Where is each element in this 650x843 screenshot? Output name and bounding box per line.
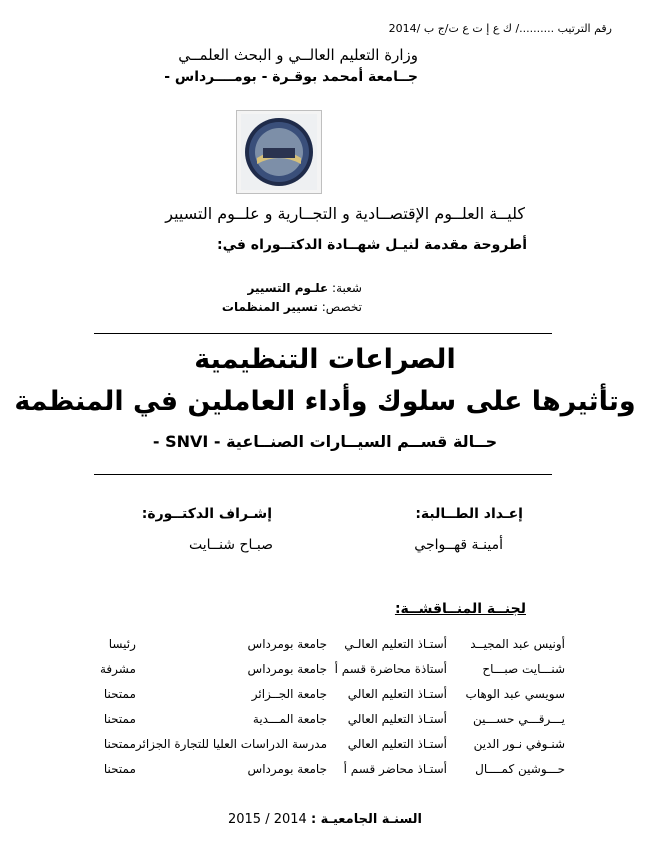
specialty-label: تخصص: (321, 300, 362, 314)
jury-member-institution: جامعة بومرداس (247, 761, 327, 776)
table-row (86, 731, 565, 756)
university-emblem-icon (241, 114, 317, 190)
jury-member-rank: أستـاذ التعليم العالي (347, 686, 447, 701)
jury-table (86, 631, 565, 781)
bottom-divider (94, 474, 552, 475)
table-row (86, 681, 565, 706)
academic-year-value: 2014 / 2015 (227, 812, 307, 827)
top-divider (94, 333, 552, 334)
thesis-intro: أطروحة مقدمة لنيـل شهــادة الدكتــوراه في: (217, 237, 527, 253)
jury-member-name: شنـــايت صبـــاح (482, 661, 565, 676)
supervisor-name: صبـاح شنــايت (188, 537, 273, 553)
branch-value: علـوم التسيير (247, 281, 329, 295)
branch-label: شعبة: (332, 281, 362, 295)
jury-member-role: مشرفة (99, 661, 136, 676)
jury-member-institution: جامعة الجــزائر (251, 686, 327, 701)
table-row (86, 656, 565, 681)
jury-member-name: يـــرقـــي حســـين (472, 711, 565, 726)
jury-member-role: ممتحنا (103, 686, 136, 701)
jury-member-role: رئيسا (108, 636, 136, 651)
jury-member-institution: جامعة بومرداس (247, 636, 327, 651)
jury-member-role: ممتحنا (103, 711, 136, 726)
jury-member-name: سويسي عبد الوهاب (465, 686, 565, 701)
jury-member-name: أونيس عبد المجيــد (470, 636, 565, 651)
jury-member-role: ممتحنا (103, 736, 136, 751)
jury-member-institution: جامعة بومرداس (247, 661, 327, 676)
faculty-name: كليــة العلــوم الإقتصــادية و التجــارية و علــوم التسيير (165, 204, 525, 223)
jury-member-rank: أستـاذ التعليم العالـي (344, 636, 447, 651)
university-name: جــامعة أمحمد بوقـرة - بومــــرداس - (164, 69, 418, 85)
jury-member-institution: مدرسة الدراسات العليا للتجارة الجزائر (135, 736, 327, 751)
jury-member-rank: أستاذة محاضرة قسم أ (334, 661, 447, 676)
specialty-value: تسيير المنظمات (221, 300, 318, 314)
reference-number: رقم الترتيب ........../ ك ع إ ت ع ت/ج ب /2014 (388, 22, 612, 35)
ministry-name: وزارة التعليم العالــي و البحث العلمــي (178, 46, 418, 64)
academic-year-label: السنـة الجامعيـة : (310, 812, 423, 827)
academic-year (0, 812, 650, 827)
jury-member-rank: أستـاذ التعليم العالي (347, 711, 447, 726)
thesis-title-line-2: وتأثيرها على سلوك وأداء العاملين في المنظمة (14, 386, 636, 417)
jury-member-institution: جامعة المـــدية (252, 711, 327, 726)
jury-member-rank: أستـاذ التعليم العالي (347, 736, 447, 751)
branch-line (248, 281, 362, 295)
student-name: أمينـة قهــواجي (414, 537, 503, 553)
jury-heading: لجنــة المنــاقشــة: (394, 601, 526, 617)
table-row (86, 631, 565, 656)
table-row (86, 706, 565, 731)
table-row (86, 756, 565, 781)
university-logo (236, 110, 322, 194)
jury-member-rank: أستـاذ محاضر قسم أ (343, 761, 447, 776)
specialty-line (222, 300, 362, 314)
prepared-by-heading: إعـداد الطــالبة: (415, 506, 523, 522)
supervised-by-heading: إشـراف الدكتــورة: (141, 506, 272, 522)
jury-member-name: شنـوفي نـور الدين (473, 736, 565, 751)
jury-member-name: حـــوشين كمــــال (475, 761, 565, 776)
jury-member-role: ممتحنا (103, 761, 136, 776)
case-study-subtitle: حــالة قســم السيــارات الصنــاعية - SNVI - (152, 432, 498, 451)
thesis-title-line-1: الصراعات التنظيمية (194, 344, 456, 375)
